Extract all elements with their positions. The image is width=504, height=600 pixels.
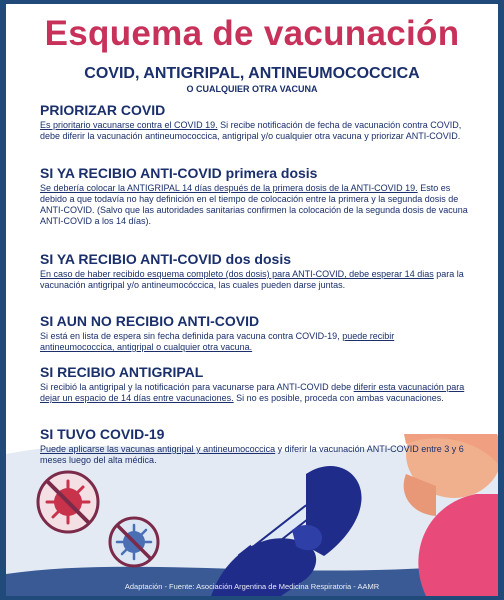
section-body [40,382,470,404]
page-subtitle: COVID, ANTIGRIPAL, ANTINEUMOCOCCICA [84,65,420,82]
underlined-text: Es prioritario vacunarse contra el COVID 19. [40,120,218,130]
body-text: y diferir la vacunación ANTI-COVID entre 3 y 6 meses luego del alta médica. [40,444,464,465]
body-text: Si está en lista de espera sin fecha definida para vacuna contra COVID-19, [40,331,343,341]
underlined-text: puede recibir antineumococcica, antigripal o cualquier otra vacuna. [40,331,395,352]
section-heading: SI YA RECIBIO ANTI-COVID dos dosis [40,251,292,267]
underlined-text: Puede aplicarse las vacunas antigripal y antineumococcica [40,444,276,454]
section-aun-no-recibio [40,313,470,353]
section-recibio-antigripal [40,364,470,404]
body-text: Si recibe notificación de fecha de vacunación contra COVID, debe diferir la vacunación antineumococcica, antigripal y/o cualquier otra vacuna y priorizar ANTI-COVID. [40,120,462,141]
page-title: Esquema de vacunación [44,14,460,53]
underlined-text: Se debería colocar la ANTIGRIPAL 14 días después de la primera dosis de la ANTI-COVID 19. [40,183,418,193]
page-subnote: O CUALQUIER OTRA VACUNA [186,84,318,94]
body-text: Esto es debido a que todavía no hay definición en el tiempo de colocación entre la primera y la segunda dosis de ANTI-COVID. (Salvo que las autoridades sanitarias confirmen la colocación de la segunda dosis de vacuna ANTI-COVID a los 14 días). [40,183,468,226]
section-body [40,183,470,227]
section-body [40,120,470,142]
section-priorizar-covid [40,102,470,142]
section-body [40,444,470,466]
body-text: Si no es posible, proceda con ambas vacunaciones. [233,393,444,403]
body-text: para la vacunación antigripal y/o antineumocóccica, las cuales pueden darse juntas. [40,269,464,290]
section-heading: SI RECIBIO ANTIGRIPAL [40,364,204,380]
section-body [40,269,470,291]
section-dos-dosis [40,251,470,291]
section-primera-dosis [40,165,470,227]
source-credit: Adaptación - Fuente: Asociación Argentina de Medicina Respiratoria - AAMR [124,582,380,591]
blue-virus-crossed-icon [110,518,158,566]
section-heading: SI AUN NO RECIBIO ANTI-COVID [40,313,260,329]
section-tuvo-covid [40,426,470,466]
red-virus-crossed-icon [38,472,98,532]
body-text: Si recibió la antigripal y la notificación para vacunarse para ANTI-COVID debe [40,382,354,392]
section-heading: PRIORIZAR COVID [40,102,166,118]
underlined-text: diferir esta vacunación para dejar un espacio de 14 días entre vacunaciones. [40,382,465,403]
underlined-text: En caso de haber recibido esquema completo (dos dosis) para ANTI-COVID, debe esperar 14 dias [40,269,434,279]
section-heading: SI YA RECIBIO ANTI-COVID primera dosis [40,165,318,181]
section-body [40,331,470,353]
vaccination-poster [6,4,498,596]
section-heading: SI TUVO COVID-19 [40,426,165,442]
